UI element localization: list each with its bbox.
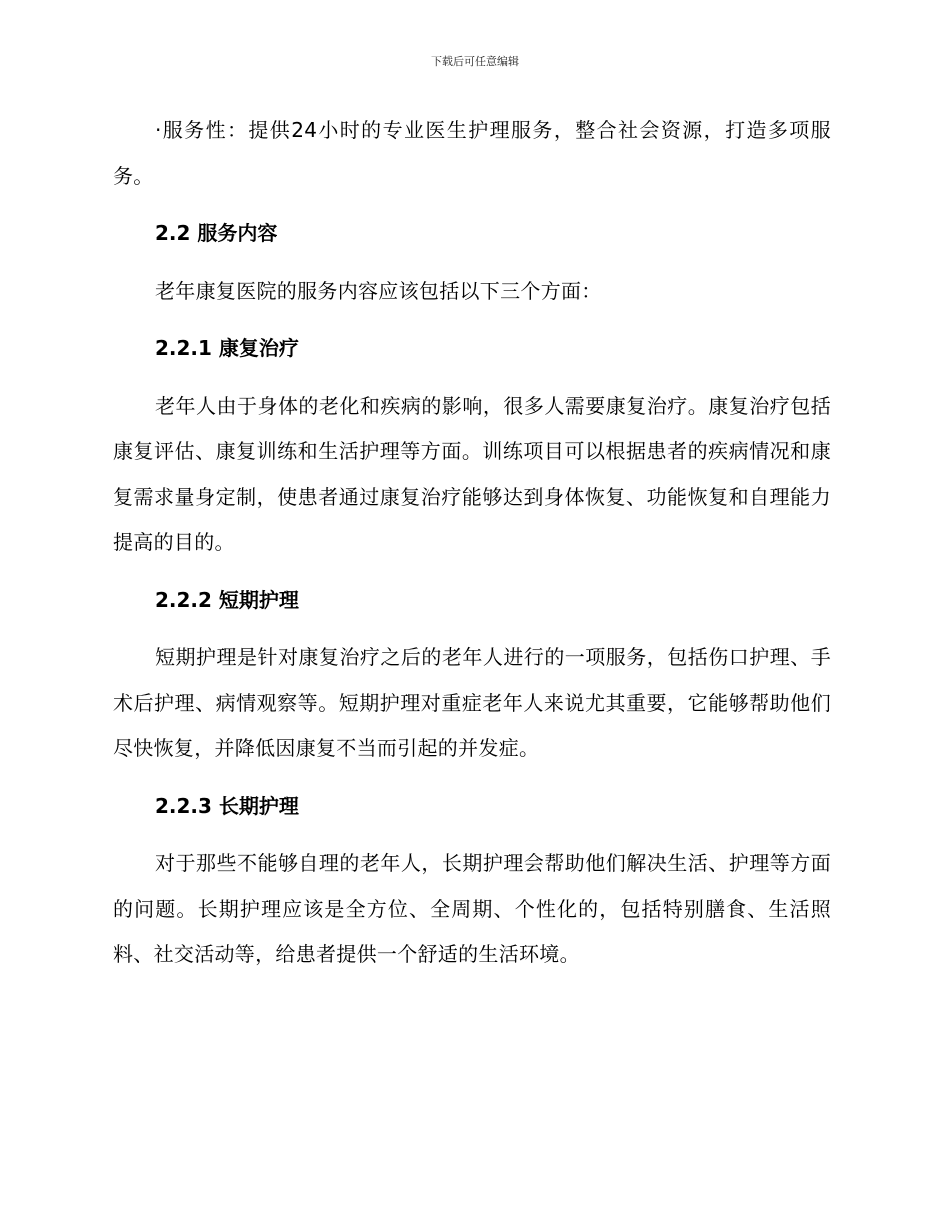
paragraph-rehab: 老年人由于身体的老化和疾病的影响，很多人需要康复治疗。康复治疗包括康复评估、康复训练和生活护理等方面。训练项目可以根据患者的疾病情况和康复需求量身定制，使患者通过康复治疗能够达到身体恢复、功能恢复和自理能力提高的目的。: [113, 393, 831, 554]
document-body: [113, 108, 831, 978]
subsection-heading-rehab: 2.2.1 康复治疗: [155, 336, 299, 360]
paragraph-service-nature: ·服务性：提供24小时的专业医生护理服务，整合社会资源，打造多项服务。: [113, 118, 831, 188]
paragraph-service-intro: 老年康复医院的服务内容应该包括以下三个方面：: [155, 278, 602, 303]
paragraph-short-term-care: 短期护理是针对康复治疗之后的老年人进行的一项服务，包括伤口护理、手术后护理、病情观察等。短期护理对重症老年人来说尤其重要，它能够帮助他们尽快恢复，并降低因康复不当而引起的并发症。: [113, 645, 831, 760]
subsection-heading-long-term-care: 2.2.3 长期护理: [155, 793, 299, 818]
section-heading-service-content: 2.2 服务内容: [155, 221, 278, 245]
paragraph-long-term-care: 对于那些不能够自理的老年人，长期护理会帮助他们解决生活、护理等方面的问题。长期护理应该是全方位、全周期、个性化的，包括特别膳食、生活照料、社交活动等，给患者提供一个舒适的生活环境。: [113, 851, 831, 966]
subsection-heading-short-term-care: 2.2.2 短期护理: [155, 587, 299, 612]
page-header: 下载后可任意编辑: [431, 55, 519, 68]
